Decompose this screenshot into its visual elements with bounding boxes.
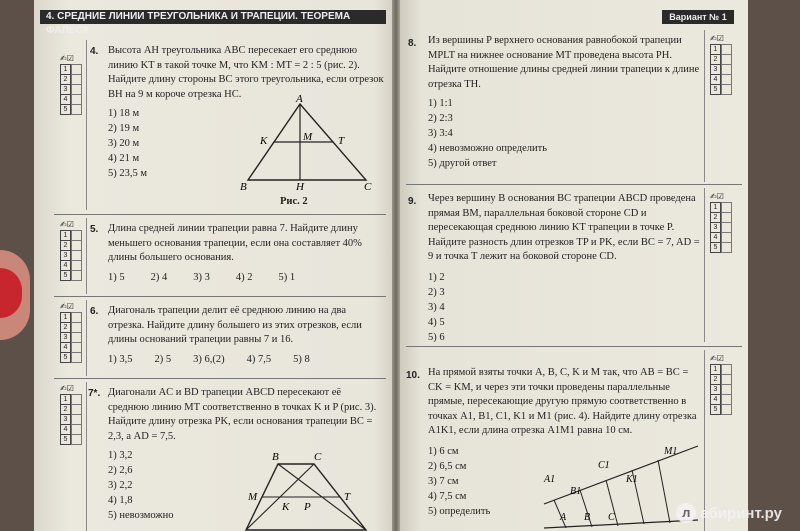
problem-text: Высота AH треугольника ABC пересекает его среднюю линию KT в такой точке M, что KM : MT = 2 : 5 (рис. 2). Найдите длину стороны BC этого треугольника, если отрезок BH на 9 м короче отрезка HC. bbox=[108, 45, 384, 100]
answer-box: ✍☑ 1 2 3 4 5 bbox=[710, 34, 732, 94]
label-t: T bbox=[344, 491, 351, 503]
answer-box: ✍☑ 1 2 3 4 5 bbox=[60, 302, 82, 362]
answer-options: 1) 3,2 2) 2,6 3) 2,2 4) 1,8 5) невозможно bbox=[108, 450, 174, 521]
problem-number: 4. bbox=[90, 46, 99, 57]
label-k1: K1 bbox=[626, 474, 638, 485]
book-gutter bbox=[392, 0, 400, 531]
answer-options: 1) 3,5 2) 5 3) 6,(2) 4) 7,5 5) 8 bbox=[108, 354, 310, 365]
labirint-logo-icon: л bbox=[676, 503, 696, 523]
watermark-text: абиринт.ру bbox=[700, 504, 782, 522]
chapter-header: 4. СРЕДНИЕ ЛИНИИ ТРЕУГОЛЬНИКА И ТРАПЕЦИИ. ТЕОРЕМА ФАЛЕСА bbox=[40, 10, 386, 24]
label-a: A bbox=[560, 512, 567, 523]
answer-options: 1) 18 м 2) 19 м 3) 20 м 4) 21 м 5) 23,5 м bbox=[108, 108, 148, 179]
left-page bbox=[34, 0, 392, 531]
label-a1: A1 bbox=[544, 474, 556, 485]
figure-caption: Рис. 2 bbox=[280, 196, 308, 207]
answer-options: 1) 6 см 2) 6,5 см 3) 7 см 4) 7,5 см 5) определить bbox=[428, 446, 491, 517]
label-m: M bbox=[303, 131, 313, 143]
problem-number: 8. bbox=[408, 38, 417, 49]
label-m1: M1 bbox=[664, 446, 678, 457]
problem-number: 5. bbox=[90, 224, 99, 235]
problem-text: Из вершины P верхнего основания равнобокой трапеции MPLT на нижнее основание MT проведена высота PH. Найдите отношение длины средней линии трапеции к длине отрезка TH. bbox=[428, 35, 700, 90]
problem-text: Длина средней линии трапеции равна 7. Найдите длину меньшего основания трапеции, если она составляет 40% длины большего основания. bbox=[108, 223, 362, 263]
answer-box: ✍☑ 1 2 3 4 5 bbox=[710, 354, 732, 414]
figure-triangle bbox=[230, 94, 370, 194]
answer-box: ✍☑ 1 2 3 4 5 bbox=[60, 384, 82, 444]
answer-box: ✍☑ 1 2 3 4 5 bbox=[60, 54, 82, 114]
problem-text: Диагональ трапеции делит её среднюю линию на два отрезка. Найдите длину большего из этих отрезков, если длины оснований трапеции равны 7 и 16. bbox=[108, 305, 362, 345]
label-p: P bbox=[304, 501, 311, 513]
answer-options: 1) 1:1 2) 2:3 3) 3:4 4) невозможно определить 5) другой ответ bbox=[428, 98, 548, 169]
label-t: T bbox=[338, 135, 345, 147]
answer-options: 1) 5 2) 4 3) 3 4) 2 5) 1 bbox=[108, 272, 296, 283]
label-h: H bbox=[296, 181, 304, 193]
label-c: C bbox=[364, 181, 372, 193]
label-c: C bbox=[608, 512, 615, 523]
answer-box: ✍☑ 1 2 3 4 5 bbox=[710, 192, 732, 252]
label-b: B bbox=[272, 451, 279, 463]
problem-number: 9. bbox=[408, 196, 417, 207]
label-c: C bbox=[314, 451, 322, 463]
label-c1: C1 bbox=[598, 460, 610, 471]
label-k: K bbox=[282, 501, 290, 513]
variant-header: Вариант № 1 bbox=[662, 10, 734, 24]
label-m: M bbox=[248, 491, 258, 503]
problem-number: 7*. bbox=[88, 388, 101, 399]
problem-text: Через вершину B основания BC трапеции ABCD проведена прямая BM, параллельная боковой стороне CD и пересекающая среднюю линию KT трапеции в точке P. Найдите разность длин отрезков TP и PK, если BC = 7, AD = 9 и точка T лежит на боковой стороне CD. bbox=[428, 193, 700, 262]
answer-box: ✍☑ 1 2 3 4 5 bbox=[60, 220, 82, 280]
label-b: B bbox=[584, 512, 591, 523]
label-a: A bbox=[296, 93, 303, 105]
problem-text: Диагонали AC и BD трапеции ABCD пересекают её среднюю линию MT соответственно в точках K и P (рис. 3). Найдите длину отрезка PK, если основания трапеции BC = 2,3, а AD = 7,5. bbox=[108, 387, 377, 442]
figure-trapezoid bbox=[242, 448, 372, 531]
label-k: K bbox=[260, 135, 268, 147]
problem-number: 10. bbox=[406, 370, 420, 381]
problem-number: 6. bbox=[90, 306, 99, 317]
label-b: B bbox=[240, 181, 247, 193]
right-page bbox=[400, 0, 748, 531]
answer-options: 1) 2 2) 3 3) 4 4) 5 5) 6 bbox=[428, 272, 445, 343]
problem-text: На прямой взяты точки A, B, C, K и M так, что AB = BC = CK = KM, и через эти точки проведены параллельные прямые, пересекающие другую прямую соответственно в точках A1, B1, C1, K1 и M1 (рис. 4). Найдите длину отрезка A1K1, если длина отрезка A1M1 равна 10 см. bbox=[428, 367, 697, 436]
label-b1: B1 bbox=[570, 486, 582, 497]
watermark bbox=[676, 503, 782, 523]
